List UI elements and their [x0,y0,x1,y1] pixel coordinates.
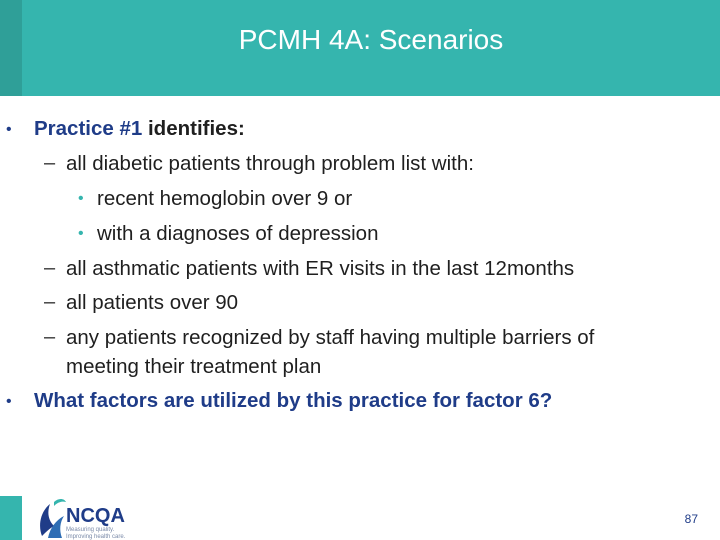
title-bar [0,0,720,96]
title-bar-stripe [0,0,22,96]
page-number: 87 [684,512,698,526]
dash-icon: – [44,291,56,313]
dash-barriers-line2: meeting their treatment plan [66,355,322,378]
bullet-practice [34,117,245,141]
dash-asthmatic: all asthmatic patients with ER visits in the last 12months [66,257,575,280]
dash-icon: – [44,257,56,279]
dash-over-90: all patients over 90 [66,291,239,314]
dash-barriers-line1: any patients recognized by staff having multiple barriers of [66,326,595,349]
bullet-question: What factors are utilized by this practice for factor 6? [34,389,553,412]
sub-bullet-icon: • [78,190,84,207]
ncqa-logo [36,490,136,540]
bullet-icon: • [6,121,12,138]
slide-title: PCMH 4A: Scenarios [238,24,504,55]
logo-tagline-2: Improving health care. [66,534,126,540]
sub-bullet-icon: • [78,225,84,242]
practice-rest: identifies: [142,117,245,140]
sub-hemoglobin: recent hemoglobin over 9 or [97,187,353,210]
bullet-icon: • [6,393,12,410]
logo-text: NCQA [66,505,125,527]
practice-label: Practice #1 [34,117,143,140]
footer-accent-bar [0,496,22,540]
sub-depression: with a diagnoses of depression [97,222,379,245]
dash-icon: – [44,326,56,348]
dash-diabetic: all diabetic patients through problem list with: [66,152,474,175]
logo-tagline-1: Measuring quality. [66,527,115,533]
dash-icon: – [44,152,56,174]
